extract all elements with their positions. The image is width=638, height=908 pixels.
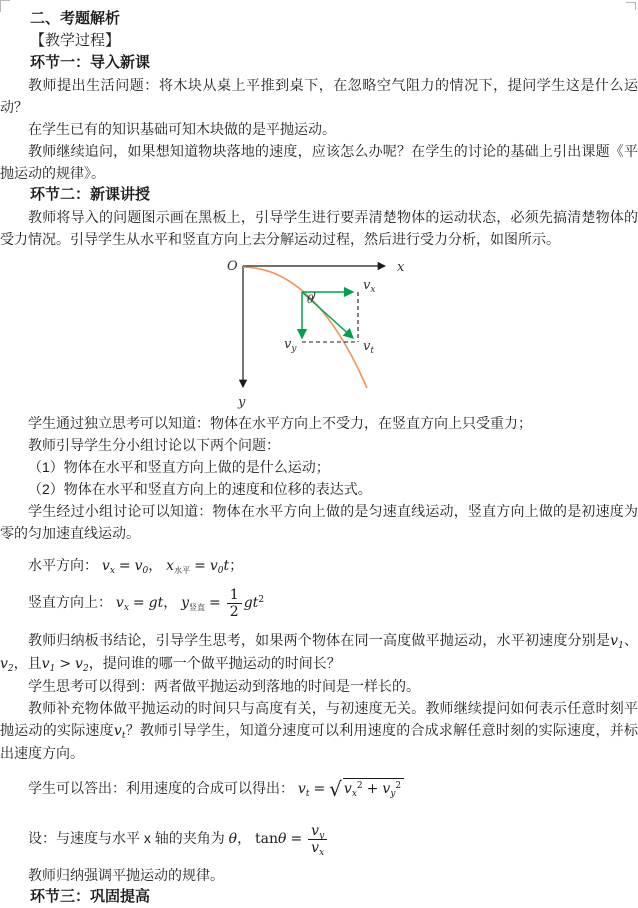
discussion-item-1: （1）物体在水平和竖直方向上做的是什么运动；	[28, 459, 330, 475]
page-corner-mark	[0, 0, 10, 12]
var-vt: v	[113, 723, 122, 739]
paragraph-student-answer-time: 学生思考可以得到：两者做平抛运动到落地的时间是一样长的。	[28, 678, 420, 694]
paragraph-teacher-conclusion: 教师归纳强调平抛运动的规律。	[28, 867, 224, 883]
section-title: 二、考题解析	[30, 10, 121, 27]
step2-header: 环节二：新课讲授	[30, 186, 151, 203]
vy-label: $v_y$	[284, 337, 297, 354]
paragraph-student-thinking: 学生通过独立思考可以知道：物体在水平方向上不受力，在竖直方向上只受重力；	[28, 415, 532, 431]
sqrt-content: $v_x^2 + v_y^2$	[343, 778, 404, 796]
discussion-item-2: （2）物体在水平和竖直方向上的速度和位移的表达式。	[28, 481, 372, 497]
vx-label: $v_x$	[363, 278, 376, 295]
page-corner-mark	[626, 2, 636, 10]
radical-sign: √	[329, 777, 342, 801]
paragraph-intro-answer: 在学生已有的知识基础可知木块做的是平抛运动。	[28, 121, 336, 137]
theta-label: θ	[307, 293, 314, 306]
step3-header: 环节三：巩固提高	[30, 888, 151, 905]
paragraph-followup: 教师继续追问，如果想知道物块落地的速度，应该怎么办呢？在学生的讨论的基础上引出课题《平抛运动的规律》。	[0, 143, 638, 181]
x-axis-label: x	[397, 260, 405, 275]
vt-label: $v_t$	[363, 339, 374, 356]
formula-horizontal: 水平方向： $v_x = v_0$， $x_{水平} = v_0t$；	[28, 557, 244, 576]
var-v1: v	[610, 633, 619, 649]
paragraph-blackboard: 教师将导入的问题图示画在黑板上，引导学生进行要弄清楚物体的运动状态，必须先搞清楚物体的受力情况。引导学生从水平和竖直方向上去分解运动过程，然后进行受力分析，如图所示。	[0, 209, 638, 247]
paragraph-group-discussion: 教师引导学生分小组讨论以下两个问题：	[28, 437, 280, 453]
formula-resultant-speed: 学生可以答出：利用速度的合成可以得出： $v_t$ = √ $v_x^2 + v_y^2$	[0, 772, 638, 805]
paragraph-teacher-summary: 教师归纳板书结论，引导学生思考，如果两个物体在同一高度做平抛运动，水平初速度分别是$v_1$、$v_2$，且$v_1 > v_2$，提问谁的哪一个做平抛运动的时间长？	[0, 632, 638, 674]
var-v2: v	[0, 656, 8, 672]
paragraph-intro-question: 教师提出生活问题：将木块从桌上平推到桌下，在忽略空气阻力的情况下，提问学生这是什么运动？	[0, 77, 638, 115]
y-axis-label: y	[238, 395, 246, 410]
formula-tangent: 设：与速度与水平 x 轴的夹角为 θ， tanθ = $\frac{v_y}{v_x}$	[0, 815, 638, 862]
fraction-vy-over-vx: $\frac{v_y}{v_x}$	[308, 823, 327, 856]
paragraph-teacher-supplement: 教师补充物体做平抛运动的时间只与高度有关，与初速度无关。教师继续提问如何表示任意时刻平抛运动的实际速度$v_t$？教师引导学生，知道分速度可以利用速度的合成求解任意时刻的实际速度，并标出速度方向。	[0, 700, 638, 761]
trajectory-curve	[243, 267, 367, 388]
projectile-motion-diagram	[185, 254, 638, 410]
diagram-svg	[185, 254, 425, 410]
fraction-one-half: $\frac{1}{2}$	[227, 587, 242, 620]
origin-label: O	[227, 259, 238, 274]
paragraph-discussion-result: 学生经过小组讨论可以知道：物体在水平方向上做的是匀速直线运动，竖直方向上做的是初速度为零的匀加速直线运动。	[0, 503, 638, 541]
formula-vertical: 竖直方向上： $v_x$ = gt， $y_{竖直}$ = $\frac{1}{2}$ $gt^2$	[28, 586, 265, 620]
step1-header: 环节一：导入新课	[30, 54, 151, 71]
process-header: 【教学过程】	[30, 32, 121, 49]
